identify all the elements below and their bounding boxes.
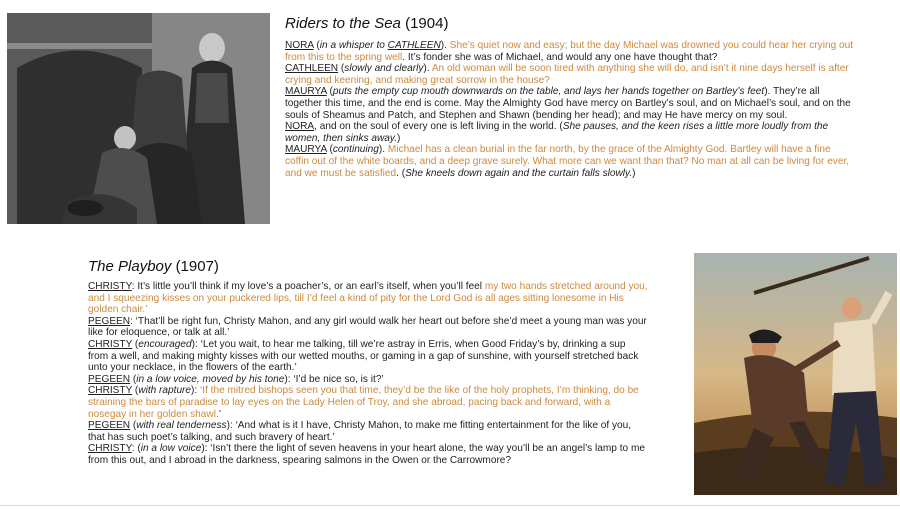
section2-year: (1907) xyxy=(175,258,219,275)
dialogue-text: ( xyxy=(132,385,139,397)
riders-to-the-sea-photo xyxy=(7,13,270,224)
dialogue-text: ( xyxy=(132,338,139,350)
stage-direction: slowly and clearly xyxy=(344,63,424,75)
playboy-painting-drawing xyxy=(694,253,897,495)
bottom-divider xyxy=(0,505,900,506)
dialogue-text: ) xyxy=(397,132,401,144)
highlighted-quote: ‘If the mitred bishops seen you that time, they’d be the like of the holy prophets, I’m thinking, do be straining the bars of paradise to lay eyes on the Lady Helen of Troy, and she abroad, pacing back and forward, with a nosegay in her golden shawl. xyxy=(88,385,639,420)
stage-direction: CATHLEEN xyxy=(387,40,441,51)
dialogue-text: ): ‘And what is it I have, Christy Mahon, to make me fitting entertainment for the like of you, that has such poet’s talking, and such bravery of heart.’ xyxy=(88,420,632,443)
highlighted-quote: Michael has a clean burial in the far north, by the grace of the Almighty God. Bartley will have a fine coffin out of the white boards, and a deep grave surely. What more can we want than that? No man at all can be living for ever, and we must be satisfied xyxy=(285,144,850,179)
playboy-painting xyxy=(694,253,897,495)
dialogue-paragraph xyxy=(285,121,855,144)
dialogue-text: ). They’re all together this time, and the end is come. May the Almighty God have mercy on Bartley’s soul, and on Michael’s soul, and on the souls of Sheamus and Patch, and Stephen and Shawn (bending her head); and may He have mercy on my soul. xyxy=(285,86,851,121)
dialogue-text: . ( xyxy=(396,167,406,179)
speaker-name: PEGEEN xyxy=(88,420,131,432)
dialogue-text: ( xyxy=(326,86,333,98)
dialogue-text: ): xyxy=(191,385,201,397)
dialogue-paragraph xyxy=(285,86,855,121)
dialogue-text: ): ‘I’d be nice so, is it?’ xyxy=(284,373,384,385)
dialogue-paragraph xyxy=(285,63,855,86)
highlighted-quote: She’s quiet now and easy; but the day Michael was drowned you could hear her crying out from this to the spring well xyxy=(285,40,854,63)
speaker-name: CHRISTY xyxy=(88,443,132,455)
speaker-name: NORA xyxy=(285,40,314,51)
dialogue-text: ). xyxy=(423,63,432,75)
dialogue-text: ): ‘Let you wait, to hear me talking, till we’re astray in Erris, when Good Friday’s by, drinking a sup from a well, and making mighty kisses with our wetted mouths, or gaming in a gap of sunshine, with yourself stretched back unto your necklace, in the flowers of the earth.’ xyxy=(88,338,639,374)
speaker-name: PEGEEN xyxy=(88,373,131,385)
dialogue-text: ). xyxy=(378,144,388,156)
riders-photo-drawing xyxy=(7,13,270,224)
stage-direction: in a low voice, moved by his tone xyxy=(136,373,285,385)
speaker-name: CHRISTY xyxy=(88,338,133,350)
dialogue-paragraph xyxy=(88,281,648,316)
dialogue-paragraph xyxy=(285,40,855,63)
dialogue-text: ( xyxy=(326,144,333,156)
dialogue-text: ( xyxy=(313,40,320,51)
dialogue-paragraph xyxy=(88,443,648,466)
speaker-name: CHRISTY xyxy=(88,281,132,292)
stage-direction: encouraged xyxy=(138,338,192,350)
speaker-name: CATHLEEN xyxy=(285,63,339,75)
dialogue-text: , and on the soul of every one is left living in the world. ( xyxy=(314,121,563,133)
speaker-name: MAURYA xyxy=(285,86,327,98)
dialogue-text: ( xyxy=(130,373,137,385)
section1-year: (1904) xyxy=(405,15,449,32)
highlighted-quote: An old woman will be soon tired with anything she will do, and isn’t it nine days herself is after crying and keening, and making great sorrow in the house? xyxy=(285,63,849,86)
stage-direction: puts the empty cup mouth downwards on the table, and lays her hands together on Bartley’s feet xyxy=(332,86,765,98)
stage-direction: She pauses, and the keen rises a little more loudly from the women, then sinks away. xyxy=(285,121,829,144)
stage-direction: continuing xyxy=(332,144,379,156)
speaker-name: NORA xyxy=(285,121,315,133)
playboy-dialogue xyxy=(88,281,648,467)
dialogue-text: ) xyxy=(632,167,636,179)
dialogue-text: ’ xyxy=(218,408,221,420)
stage-direction: with rapture xyxy=(138,385,192,397)
stage-direction: in a whisper to xyxy=(319,40,388,51)
dialogue-paragraph xyxy=(285,144,855,179)
highlighted-quote: my two hands stretched around you, and I squeezing kisses on your puckered lips, till I’d feel a kind of pity for the Lord God is all ages sitting lonesome in His golden chair.’ xyxy=(88,281,648,316)
dialogue-paragraph xyxy=(88,420,648,443)
riders-dialogue xyxy=(285,40,855,179)
speaker-name: MAURYA xyxy=(285,144,327,156)
stage-direction: with real tenderness xyxy=(136,420,227,432)
dialogue-text: : ( xyxy=(131,443,141,455)
dialogue-paragraph xyxy=(88,385,648,420)
section2-title-text: The Playboy xyxy=(88,258,172,275)
stage-direction: in a low voice xyxy=(140,443,202,455)
section1-title xyxy=(285,15,448,32)
speaker-name: CHRISTY xyxy=(88,385,133,397)
dialogue-text: : It’s little you’ll think if my love’s a poacher’s, or an earl’s itself, when you’ll feel xyxy=(131,281,485,292)
dialogue-text: ). xyxy=(440,40,450,51)
dialogue-text: . It’s fonder she was of Michael, and would any one have thought that? xyxy=(402,51,718,63)
stage-direction: She kneels down again and the curtain falls slowly. xyxy=(405,167,633,179)
speaker-name: PEGEEN xyxy=(88,315,131,327)
dialogue-text: ( xyxy=(130,420,137,432)
section2-title xyxy=(88,258,219,275)
dialogue-text: ( xyxy=(338,63,345,75)
section1-title-text: Riders to the Sea xyxy=(285,15,401,32)
dialogue-paragraph xyxy=(88,316,648,339)
dialogue-text: : ‘That’ll be right fun, Christy Mahon, and any girl would walk her heart out before she’d meet a young man was your like for eloquence, or talk at all.’ xyxy=(88,315,647,339)
dialogue-paragraph xyxy=(88,374,648,386)
dialogue-paragraph xyxy=(88,339,648,374)
dialogue-text: ): ‘Isn’t there the light of seven heavens in your heart alone, the way you’ll be an angel’s lamp to me from this out, and I abroad in the darkness, spearing salmons in the Owen or the Carrowmore? xyxy=(88,443,645,466)
